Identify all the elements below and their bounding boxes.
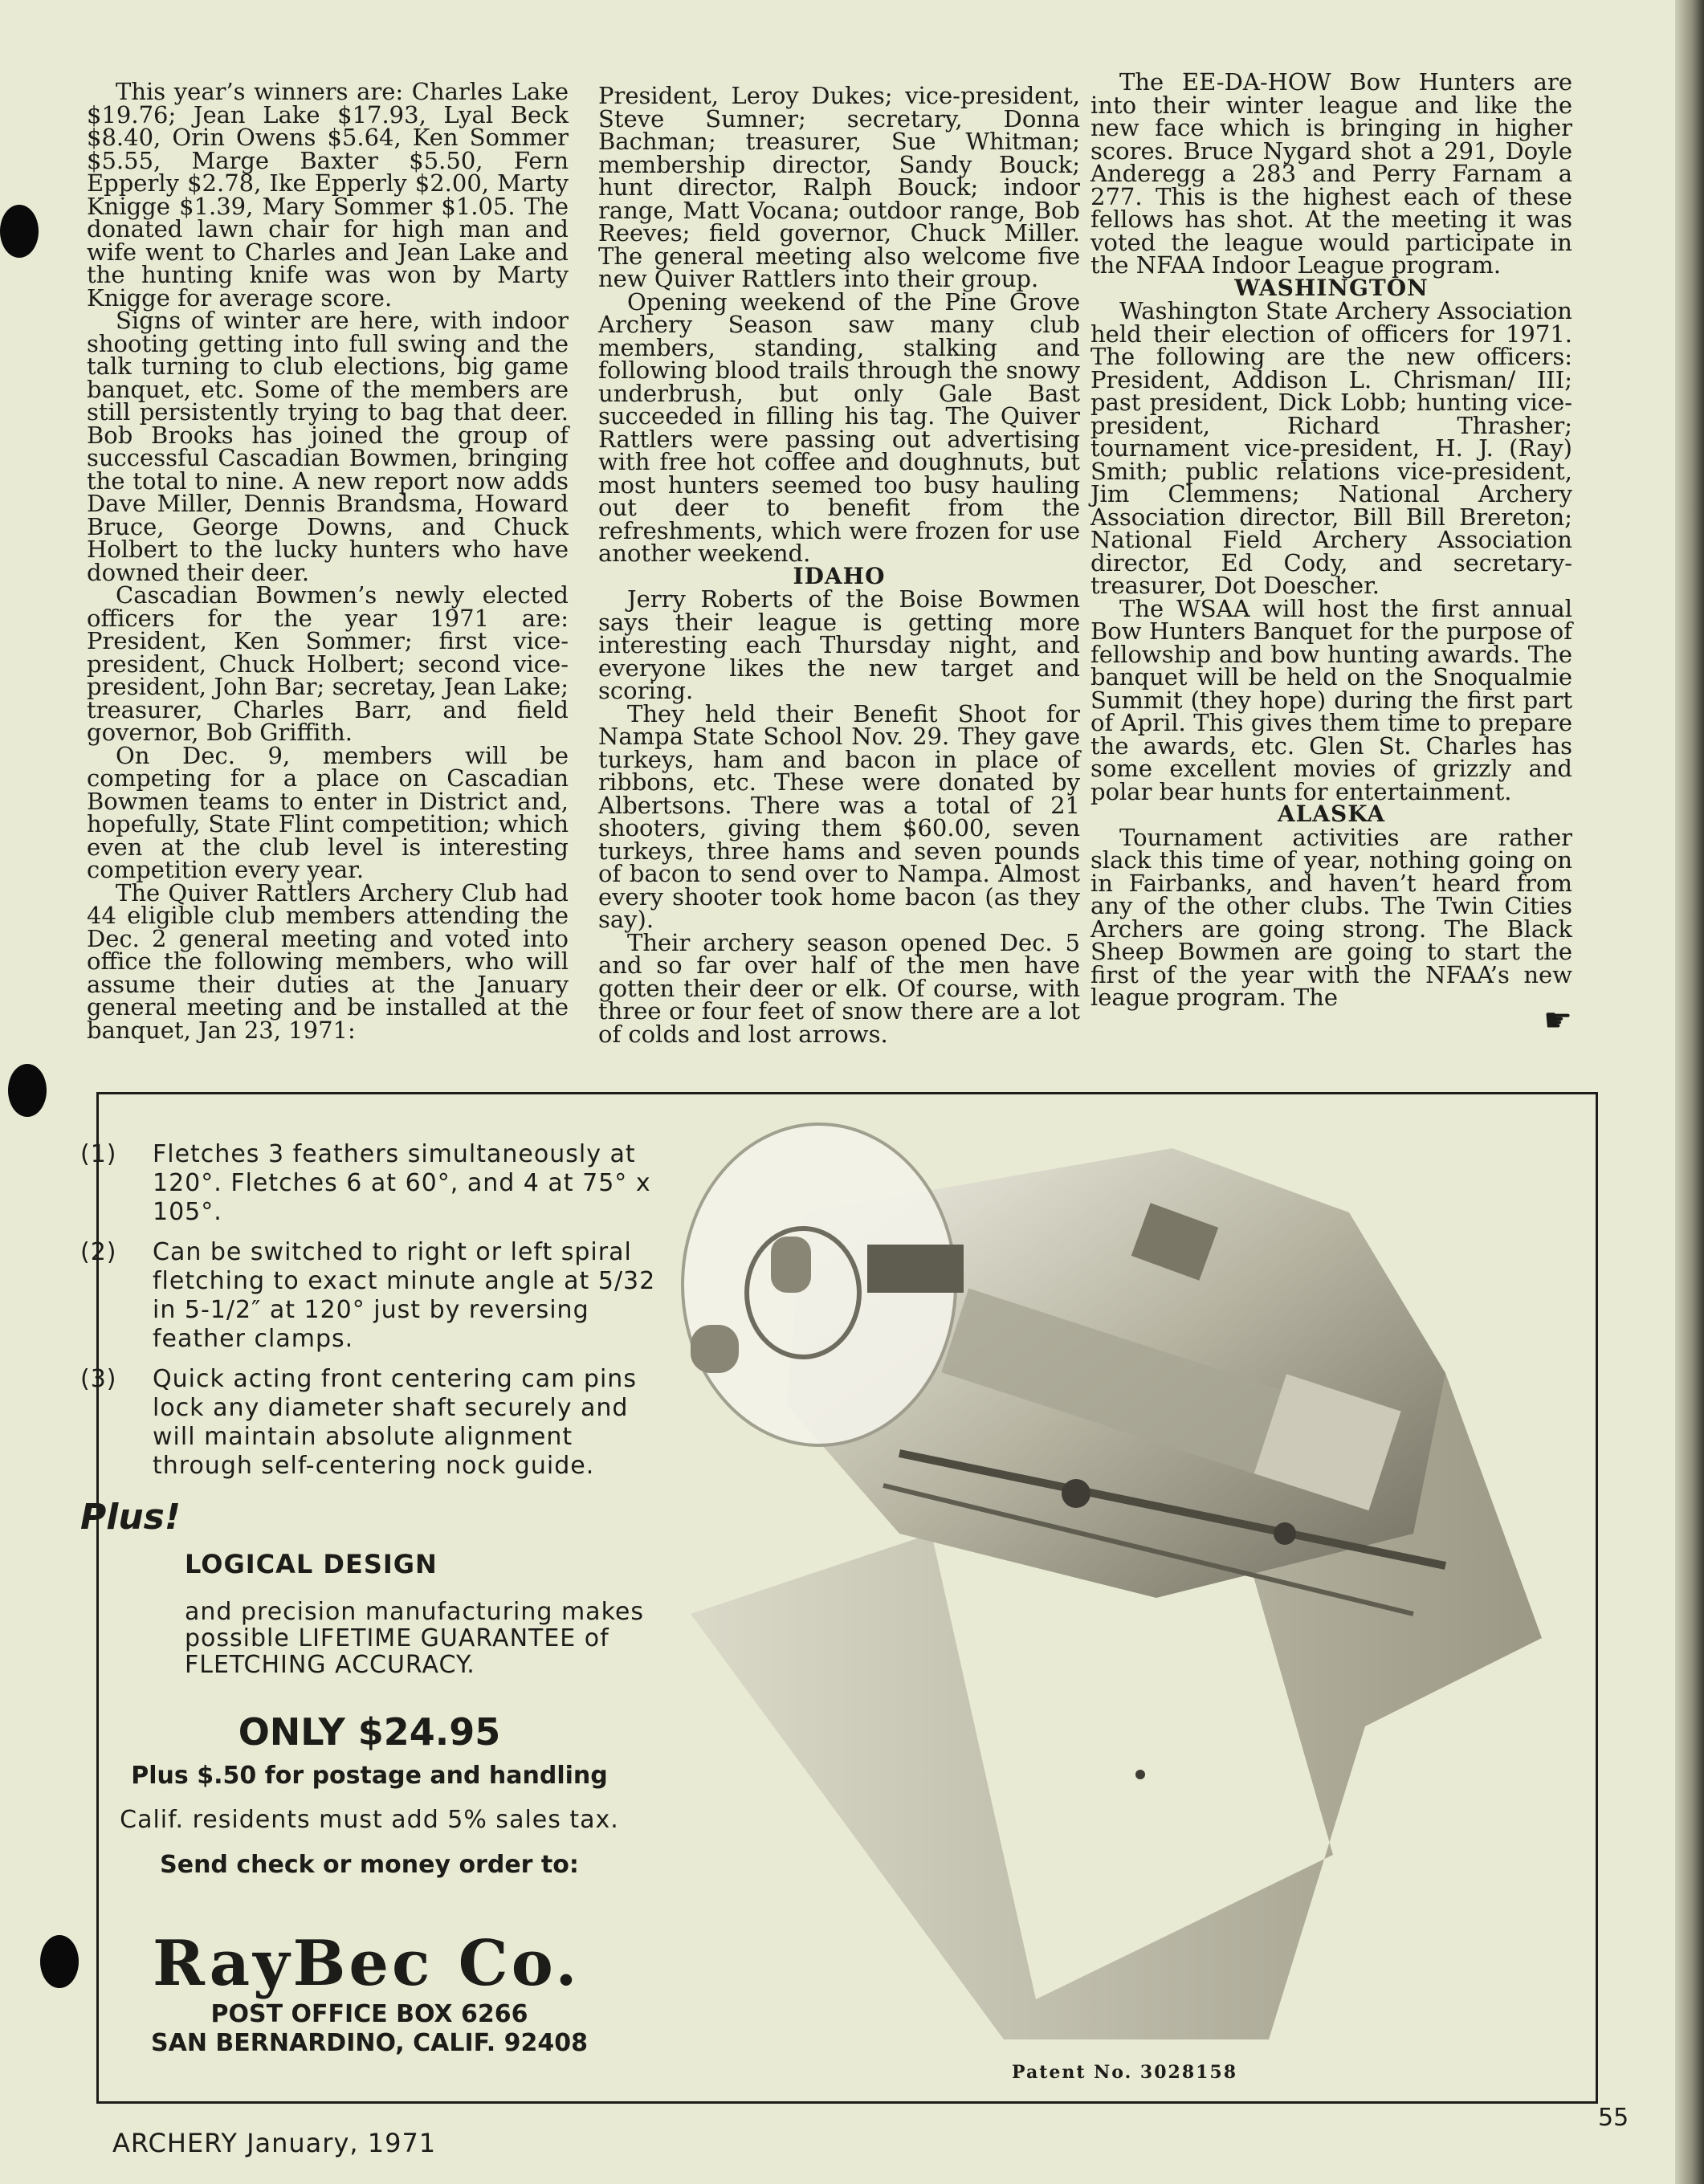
guarantee-text: and precision manufacturing makes possible LIFETIME GUARANTEE of FLETCHING ACCURACY. — [185, 1598, 644, 1679]
pointing-hand-icon: ☛ — [1543, 1001, 1572, 1039]
paragraph: The EE-DA-HOW Bow Hunters are into their winter league and like the new face which is bringing in higher scores. Bruce Nygard shot a 291, Doyle Anderegg a 283 and Perry Farnam a 277. This is the highest each of these fellows has shot. At the meeting it was voted the league would participate in the NFAA Indoor League program. — [1090, 68, 1572, 279]
paragraph: They held their Benefit Shoot for Nampa State School Nov. 29. They gave turkeys, ham and bacon in place of ribbons, etc. These were donated by Albertsons. There was a total of 21 shooters, giving them $60.00, seven turkeys, three hams and seven pounds of bacon to send over to Nampa. Almost every shooter took home bacon (as they say). — [598, 699, 1080, 933]
logical-design-heading: LOGICAL DESIGN — [185, 1549, 438, 1579]
sales-tax-note: Calif. residents must add 5% sales tax. — [120, 1806, 619, 1834]
feature-item: (1) Fletches 3 feathers simultaneously at 120°. Fletches 6 at 60°, and 4 at 75° x 105°. — [80, 1140, 651, 1226]
article-column-1 — [87, 78, 569, 1044]
price: ONLY $24.95 — [238, 1710, 501, 1754]
section-heading-washington: WASHINGTON — [1234, 274, 1429, 301]
paragraph: Cascadian Bowmen’s newly elected officers for the year 1971 are: President, Ken Sommer; first vice-president, Chuck Holbert; second vice-president, John Bar; secretay, Jean Lake; treasurer, Charles Barr, and field governor, Bob Griffith. — [87, 581, 569, 746]
page-edge-shadow — [1675, 0, 1704, 2184]
company-name: RayBec Co. — [153, 1927, 581, 2000]
patent-number: Patent No. 3028158 — [1012, 2062, 1238, 2083]
paragraph: Signs of winter are here, with indoor shooting getting into full swing and the talk turning to club elections, big game banquet, etc. Some of the members are still persistently trying to bag that deer. Bob Brooks has joined the group of successful Cascadian Bowmen, bringing the total to nine. A new report now adds Dave Miller, Dennis Brandsma, Howard Bruce, George Downs, and Chuck Holbert to the lucky hunters who have downed their deer. — [87, 307, 569, 586]
postage-note: Plus $.50 for postage and handling — [131, 1762, 608, 1790]
paragraph: The Quiver Rattlers Archery Club had 44 eligible club members attending the Dec. 2 general meeting and voted into office the following members, who will assume their duties at the January general meeting and be installed at the banquet, Jan 23, 1971: — [87, 878, 569, 1044]
paragraph: On Dec. 9, members will be competing for a place on Cascadian Bowmen teams to enter in District and, hopefully, State Flint competition; which even at the club level is interesting competition every year. — [87, 741, 569, 883]
page-number: 55 — [1598, 2104, 1629, 2132]
plus-heading: Plus! — [80, 1497, 181, 1538]
paragraph: Tournament activities are rather slack this time of year, nothing going on in Fairbanks, and haven’t heard from any of the other clubs. The Twin Cities Archers are going strong. The Black Sheep Bowmen are going to start the first of the year with the NFAA’s new league program. The — [1090, 823, 1572, 1011]
feature-item: (3) Quick acting front centering cam pins lock any diameter shaft securely and will maintain absolute alignment through self-centering nock guide. — [80, 1365, 637, 1480]
advertisement-copy — [80, 1140, 658, 2058]
binder-hole-top — [0, 205, 39, 258]
article-column-3 — [1090, 68, 1572, 1039]
feature-item: (2) Can be switched to right or left spiral fletching to exact minute angle at 5/32 in 5-1/2″ at 120° just by reversing feather clamps. — [80, 1238, 656, 1353]
section-heading-alaska: ALASKA — [1277, 801, 1386, 827]
paragraph: Opening weekend of the Pine Grove Archery Season saw many club members, standing, stalking and following blood trails through the snowy underbrush, but only Gale Bast succeeded in filling his tag. The Quiver Rattlers were passing out advertising with free hot coffee and doughnuts, but most hunters seemed too busy hauling out deer to benefit from the refreshments, which were frozen for use another weekend. — [598, 287, 1080, 567]
article-column-2 — [598, 82, 1080, 1048]
section-heading-idaho: IDAHO — [793, 562, 886, 589]
paragraph: Washington State Archery Association held their election of officers for 1971. The following are the new officers: President, Addison L. Chrisman/ III; past president, Dick Lobb; hunting vice-president, Richard Thrasher; tournament vice-president, H. J. (Ray) Smith; public relations vice-president, Jim Clemmens; National Archery Association director, Bill Bill Brereton; National Field Archery Association director, Ed Cody, and secretary-treasurer, Dot Doescher. — [1090, 297, 1572, 599]
company-address-line-1: POST OFFICE BOX 6266 — [210, 2000, 528, 2028]
magazine-footer: ARCHERY January, 1971 — [112, 2128, 437, 2158]
fletching-jig-photo — [658, 1116, 1590, 2048]
paragraph: This year’s winners are: Charles Lake $19.76; Jean Lake $17.93, Lyal Beck $8.40, Orin Owens $5.64, Ken Sommer $5.55, Marge Baxter $5.50, Fern Epperly $2.78, Ike Epperly $2.00, Marty Knigge $1.39, Mary Sommer $1.05. The donated lawn chair for high man and wife went to Charles and Jean Lake and the hunting knife was won by Marty Knigge for average score. — [87, 78, 569, 312]
order-instruction: Send check or money order to: — [160, 1851, 579, 1879]
company-address-line-2: SAN BERNARDINO, CALIF. 92408 — [151, 2029, 588, 2057]
paragraph: Their archery season opened Dec. 5 and so far over half of the men have gotten their deer or elk. Of course, with three or four feet of snow there are a lot of colds and lost arrows. — [598, 928, 1080, 1048]
paragraph: The WSAA will host the first annual Bow Hunters Banquet for the purpose of fellowship and bow hunting awards. The banquet will be held on the Snoqualmie Summit (they hope) during the first part of April. This gives them time to prepare the awards, etc. Glen St. Charles has some excellent movies of grizzly and polar bear hunts for entertainment. — [1090, 594, 1572, 805]
binder-hole-bottom — [40, 1935, 79, 1988]
paragraph: President, Leroy Dukes; vice-president, Steve Sumner; secretary, Donna Bachman; treasurer, Sue Whitman; membership director, Sandy Bouck; hunt director, Ralph Bouck; indoor range, Matt Vocana; outdoor range, Bob Reeves; field governor, Chuck Miller. The general meeting also welcome five new Quiver Rattlers into their group. — [598, 82, 1080, 292]
binder-hole-middle — [8, 1064, 47, 1117]
paragraph: Jerry Roberts of the Boise Bowmen says their league is getting more interesting each Thursday night, and everyone likes the new target and scoring. — [598, 585, 1080, 704]
